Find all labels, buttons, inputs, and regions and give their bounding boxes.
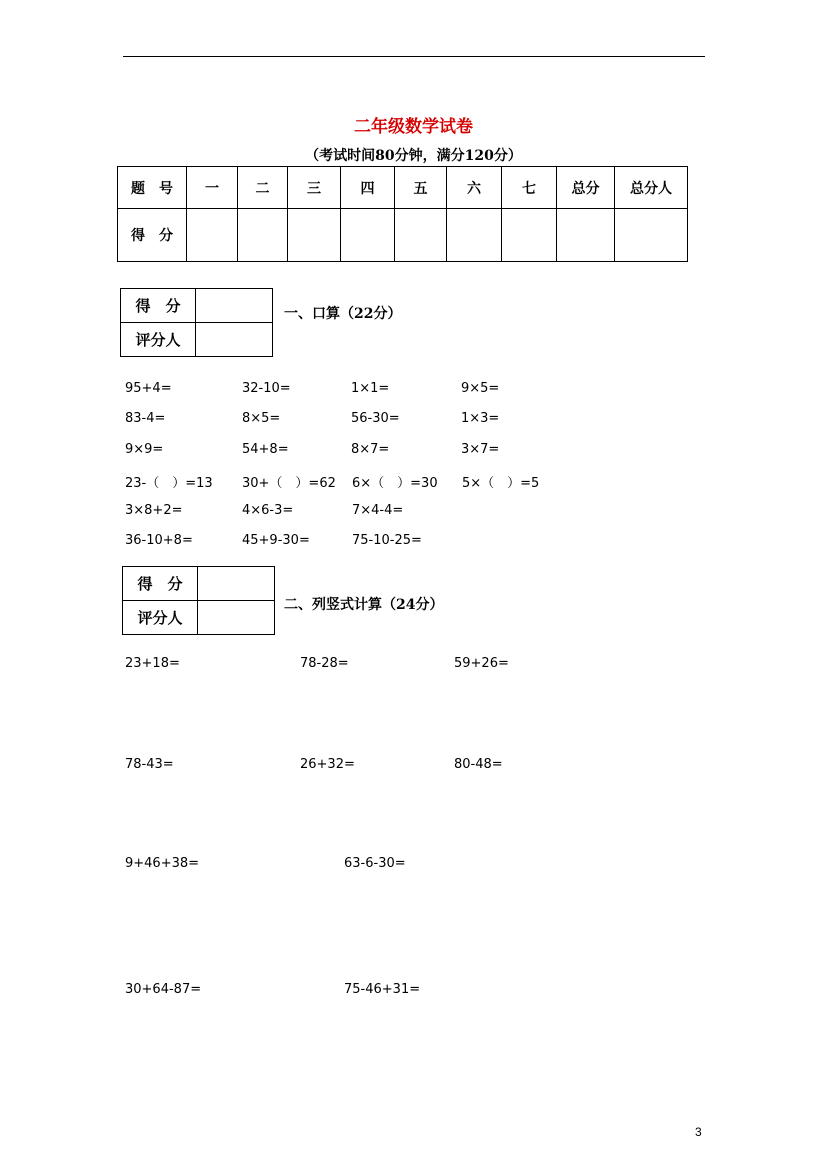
score-cell[interactable] — [502, 209, 557, 262]
grader-label: 评分人 — [121, 323, 196, 357]
score-cell[interactable] — [615, 209, 688, 262]
exercise: 36-10+8= — [125, 533, 193, 548]
exercise: 59+26= — [454, 656, 509, 671]
table-header-cell: 总分人 — [615, 167, 688, 209]
table-row — [121, 323, 273, 357]
exercise: 23-（ ）=13 — [125, 476, 213, 491]
grader-cell[interactable] — [196, 323, 273, 357]
score-cell[interactable] — [196, 289, 273, 323]
exercise: 54+8= — [242, 442, 289, 457]
exercise: 9+46+38= — [125, 856, 200, 871]
header-rule — [123, 56, 705, 57]
exercise: 32-10= — [242, 381, 291, 396]
table-header-cell: 四 — [341, 167, 395, 209]
score-summary-table — [117, 166, 688, 262]
score-cell[interactable] — [341, 209, 395, 262]
exercise: 45+9-30= — [242, 533, 310, 548]
score-label: 得 分 — [123, 567, 198, 601]
exercise: 3×7= — [461, 442, 500, 457]
score-cell[interactable] — [238, 209, 288, 262]
exercise: 1×1= — [351, 381, 390, 396]
exercise: 8×5= — [242, 411, 281, 426]
score-cell[interactable] — [288, 209, 341, 262]
table-header-cell: 三 — [288, 167, 341, 209]
table-header-cell: 六 — [447, 167, 502, 209]
score-cell[interactable] — [395, 209, 447, 262]
table-row — [123, 601, 275, 635]
table-row — [121, 289, 273, 323]
exercise: 6×（ ）=30 — [352, 476, 438, 491]
exercise: 7×4-4= — [352, 503, 404, 518]
exercise: 83-4= — [125, 411, 166, 426]
section2-heading: 二、列竖式计算（24分） — [284, 597, 444, 613]
page-number: 3 — [695, 1125, 702, 1139]
exercise: 95+4= — [125, 381, 172, 396]
exercise: 75-10-25= — [352, 533, 422, 548]
exercise: 23+18= — [125, 656, 180, 671]
table-row — [118, 167, 688, 209]
score-cell[interactable] — [187, 209, 238, 262]
exercise: 1×3= — [461, 411, 500, 426]
page-title: 二年级数学试卷 — [354, 117, 473, 137]
exercise: 4×6-3= — [242, 503, 294, 518]
score-label: 得 分 — [121, 289, 196, 323]
exercise: 3×8+2= — [125, 503, 183, 518]
score-cell[interactable] — [557, 209, 615, 262]
section2-grading-box — [122, 566, 275, 635]
table-header-cell: 题 号 — [118, 167, 187, 209]
table-row — [123, 567, 275, 601]
page-subtitle: （考试时间80分钟，满分120分） — [305, 148, 522, 164]
exercise: 26+32= — [300, 757, 355, 772]
score-cell[interactable] — [447, 209, 502, 262]
exercise: 56-30= — [351, 411, 400, 426]
table-header-cell: 二 — [238, 167, 288, 209]
section1-heading: 一、口算（22分） — [284, 306, 402, 322]
section1-grading-box — [120, 288, 273, 357]
table-row-label: 得 分 — [118, 209, 187, 262]
table-header-cell: 一 — [187, 167, 238, 209]
grader-label: 评分人 — [123, 601, 198, 635]
table-row — [118, 209, 688, 262]
exercise: 9×5= — [461, 381, 500, 396]
exercise: 30+64-87= — [125, 982, 202, 997]
exercise: 63-6-30= — [344, 856, 406, 871]
table-header-cell: 五 — [395, 167, 447, 209]
exercise: 78-28= — [300, 656, 349, 671]
score-cell[interactable] — [198, 567, 275, 601]
exercise: 8×7= — [351, 442, 390, 457]
exercise: 5×（ ）=5 — [462, 476, 540, 491]
exercise: 75-46+31= — [344, 982, 421, 997]
exercise: 80-48= — [454, 757, 503, 772]
table-header-cell: 总分 — [557, 167, 615, 209]
exercise: 30+（ ）=62 — [242, 476, 336, 491]
exercise: 78-43= — [125, 757, 174, 772]
grader-cell[interactable] — [198, 601, 275, 635]
table-header-cell: 七 — [502, 167, 557, 209]
exercise: 9×9= — [125, 442, 164, 457]
